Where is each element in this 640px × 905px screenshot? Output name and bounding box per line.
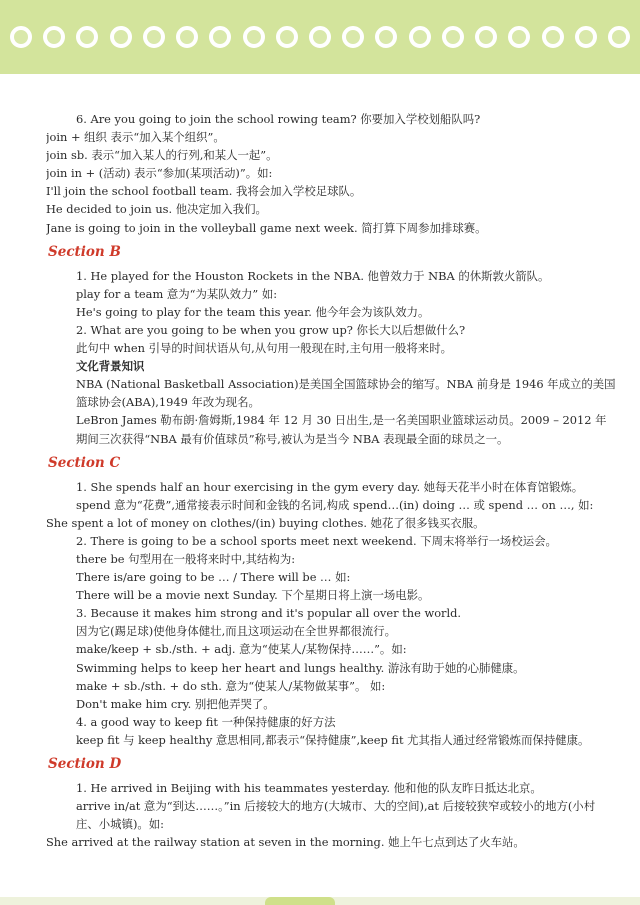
ring-binder-decoration: [10, 20, 630, 54]
ring-icon: [176, 26, 198, 48]
decorative-header-band: [0, 0, 640, 74]
text-line: I'll join the school football team. 我将会加入学校足球队。: [46, 184, 362, 199]
text-line: 3. Because it makes him strong and it's popular all over the world.: [76, 606, 462, 621]
text-line: play for a team 意为“为某队效力” 如:: [76, 286, 278, 301]
text-line: join sb. 表示“加入某人的行列,和某人一起”。: [46, 148, 278, 163]
text-line: keep fit 与 keep healthy 意思相同,都表示“保持健康”,keep fit 尤其指人通过经常锻炼而保持健康。: [76, 732, 590, 747]
page-content: [46, 110, 616, 851]
ring-icon: [110, 26, 132, 48]
ring-icon: [508, 26, 530, 48]
ring-icon: [375, 26, 397, 48]
ring-icon: [409, 26, 431, 48]
ring-icon: [309, 26, 331, 48]
text-line: Swimming helps to keep her heart and lungs healthy. 游泳有助于她的心肺健康。: [76, 660, 525, 675]
text-line: join in + (活动) 表示“参加(某项活动)”。如:: [46, 166, 273, 181]
ring-icon: [10, 26, 32, 48]
text-line: He decided to join us. 他决定加入我们。: [46, 202, 267, 217]
text-line: He's going to play for the team this year. 他今年会为该队效力。: [76, 304, 430, 319]
text-line: make + sb./sth. + do sth. 意为“使某人/某物做某事”。 如:: [76, 678, 386, 693]
ring-icon: [475, 26, 497, 48]
text-line: There will be a movie next Sunday. 下个星期日将上演一场电影。: [76, 588, 430, 603]
text-line: 4. a good way to keep fit 一种保持健康的好方法: [76, 714, 336, 729]
text-line: 1. He played for the Houston Rockets in the NBA. 他曾效力于 NBA 的休斯敦火箭队。: [76, 268, 550, 283]
section-b-heading: Section B: [48, 243, 121, 260]
text-line: 2. There is going to be a school sports meet next weekend. 下周末将举行一场校运会。: [76, 533, 557, 548]
culture-heading: 文化背景知识: [76, 359, 145, 374]
section-d-heading: Section D: [48, 756, 122, 772]
text-line: Jane is going to join in the volleyball game next week. 简打算下周参加排球赛。: [46, 220, 487, 235]
text-line: 6. Are you going to join the school rowing team? 你要加入学校划船队吗?: [76, 112, 481, 126]
ring-icon: [76, 26, 98, 48]
section-c-heading: Section C: [48, 454, 121, 471]
text-line: 1. He arrived in Beijing with his teammates yesterday. 他和他的队友昨日抵达北京。: [76, 781, 542, 795]
text-line: She arrived at the railway station at seven in the morning. 她上午七点到达了火车站。: [46, 835, 525, 850]
text-line: 此句中 when 引导的时间状语从句,从句用一般现在时,主句用一般将来时。: [76, 341, 452, 356]
ring-icon: [442, 26, 464, 48]
nba-paragraph: NBA (National Basketball Association)是美国全国篮球协会的缩写。NBA 前身是 1946 年成立的美国篮球协会(ABA),1949 年改为现名。: [76, 377, 616, 410]
text-line: 1. She spends half an hour exercising in the gym every day. 她每天花半小时在体育馆锻炼。: [76, 479, 584, 494]
ring-icon: [342, 26, 364, 48]
text-line: there be 句型用在一般将来时中,其结构为:: [76, 551, 296, 566]
text-line: 2. What are you going to be when you grow up? 你长大以后想做什么?: [76, 322, 466, 337]
arrive-paragraph: arrive in/at 意为“到达……。”in 后接较大的地方(大城市、大的空间),at 后接较狭窄或较小的地方(小村庄、小城镇)。如:: [76, 799, 596, 832]
ring-icon: [575, 26, 597, 48]
ring-icon: [542, 26, 564, 48]
ring-icon: [143, 26, 165, 48]
text-line: There is/are going to be … / There will be … 如:: [76, 570, 351, 585]
ring-icon: [243, 26, 265, 48]
text-line: 因为它(踢足球)使他身体健壮,而且这项运动在全世界都很流行。: [76, 624, 397, 639]
text-line: make/keep + sb./sth. + adj. 意为“使某人/某物保持……”。如:: [76, 642, 407, 657]
text-line: join + 组织 表示“加入某个组织”。: [46, 130, 225, 145]
text-line: She spent a lot of money on clothes/(in) buying clothes. 她花了很多钱买衣服。: [46, 515, 485, 530]
ring-icon: [209, 26, 231, 48]
footer-decoration: [265, 897, 335, 905]
spend-paragraph: spend 意为“花费”,通常接表示时间和金钱的名词,构成 spend…(in) doing … 或 spend … on …, 如:: [76, 497, 594, 512]
ring-icon: [608, 26, 630, 48]
ring-icon: [276, 26, 298, 48]
ring-icon: [43, 26, 65, 48]
lebron-paragraph: LeBron James 勒布朗·詹姆斯,1984 年 12 月 30 日出生,是一名美国职业篮球运动员。2009 – 2012 年期间三次获得“NBA 最有价值球员”称号,被认为是当今 NBA 表现最全面的球员之一。: [76, 413, 607, 446]
text-line: Don't make him cry. 别把他弄哭了。: [76, 696, 275, 711]
